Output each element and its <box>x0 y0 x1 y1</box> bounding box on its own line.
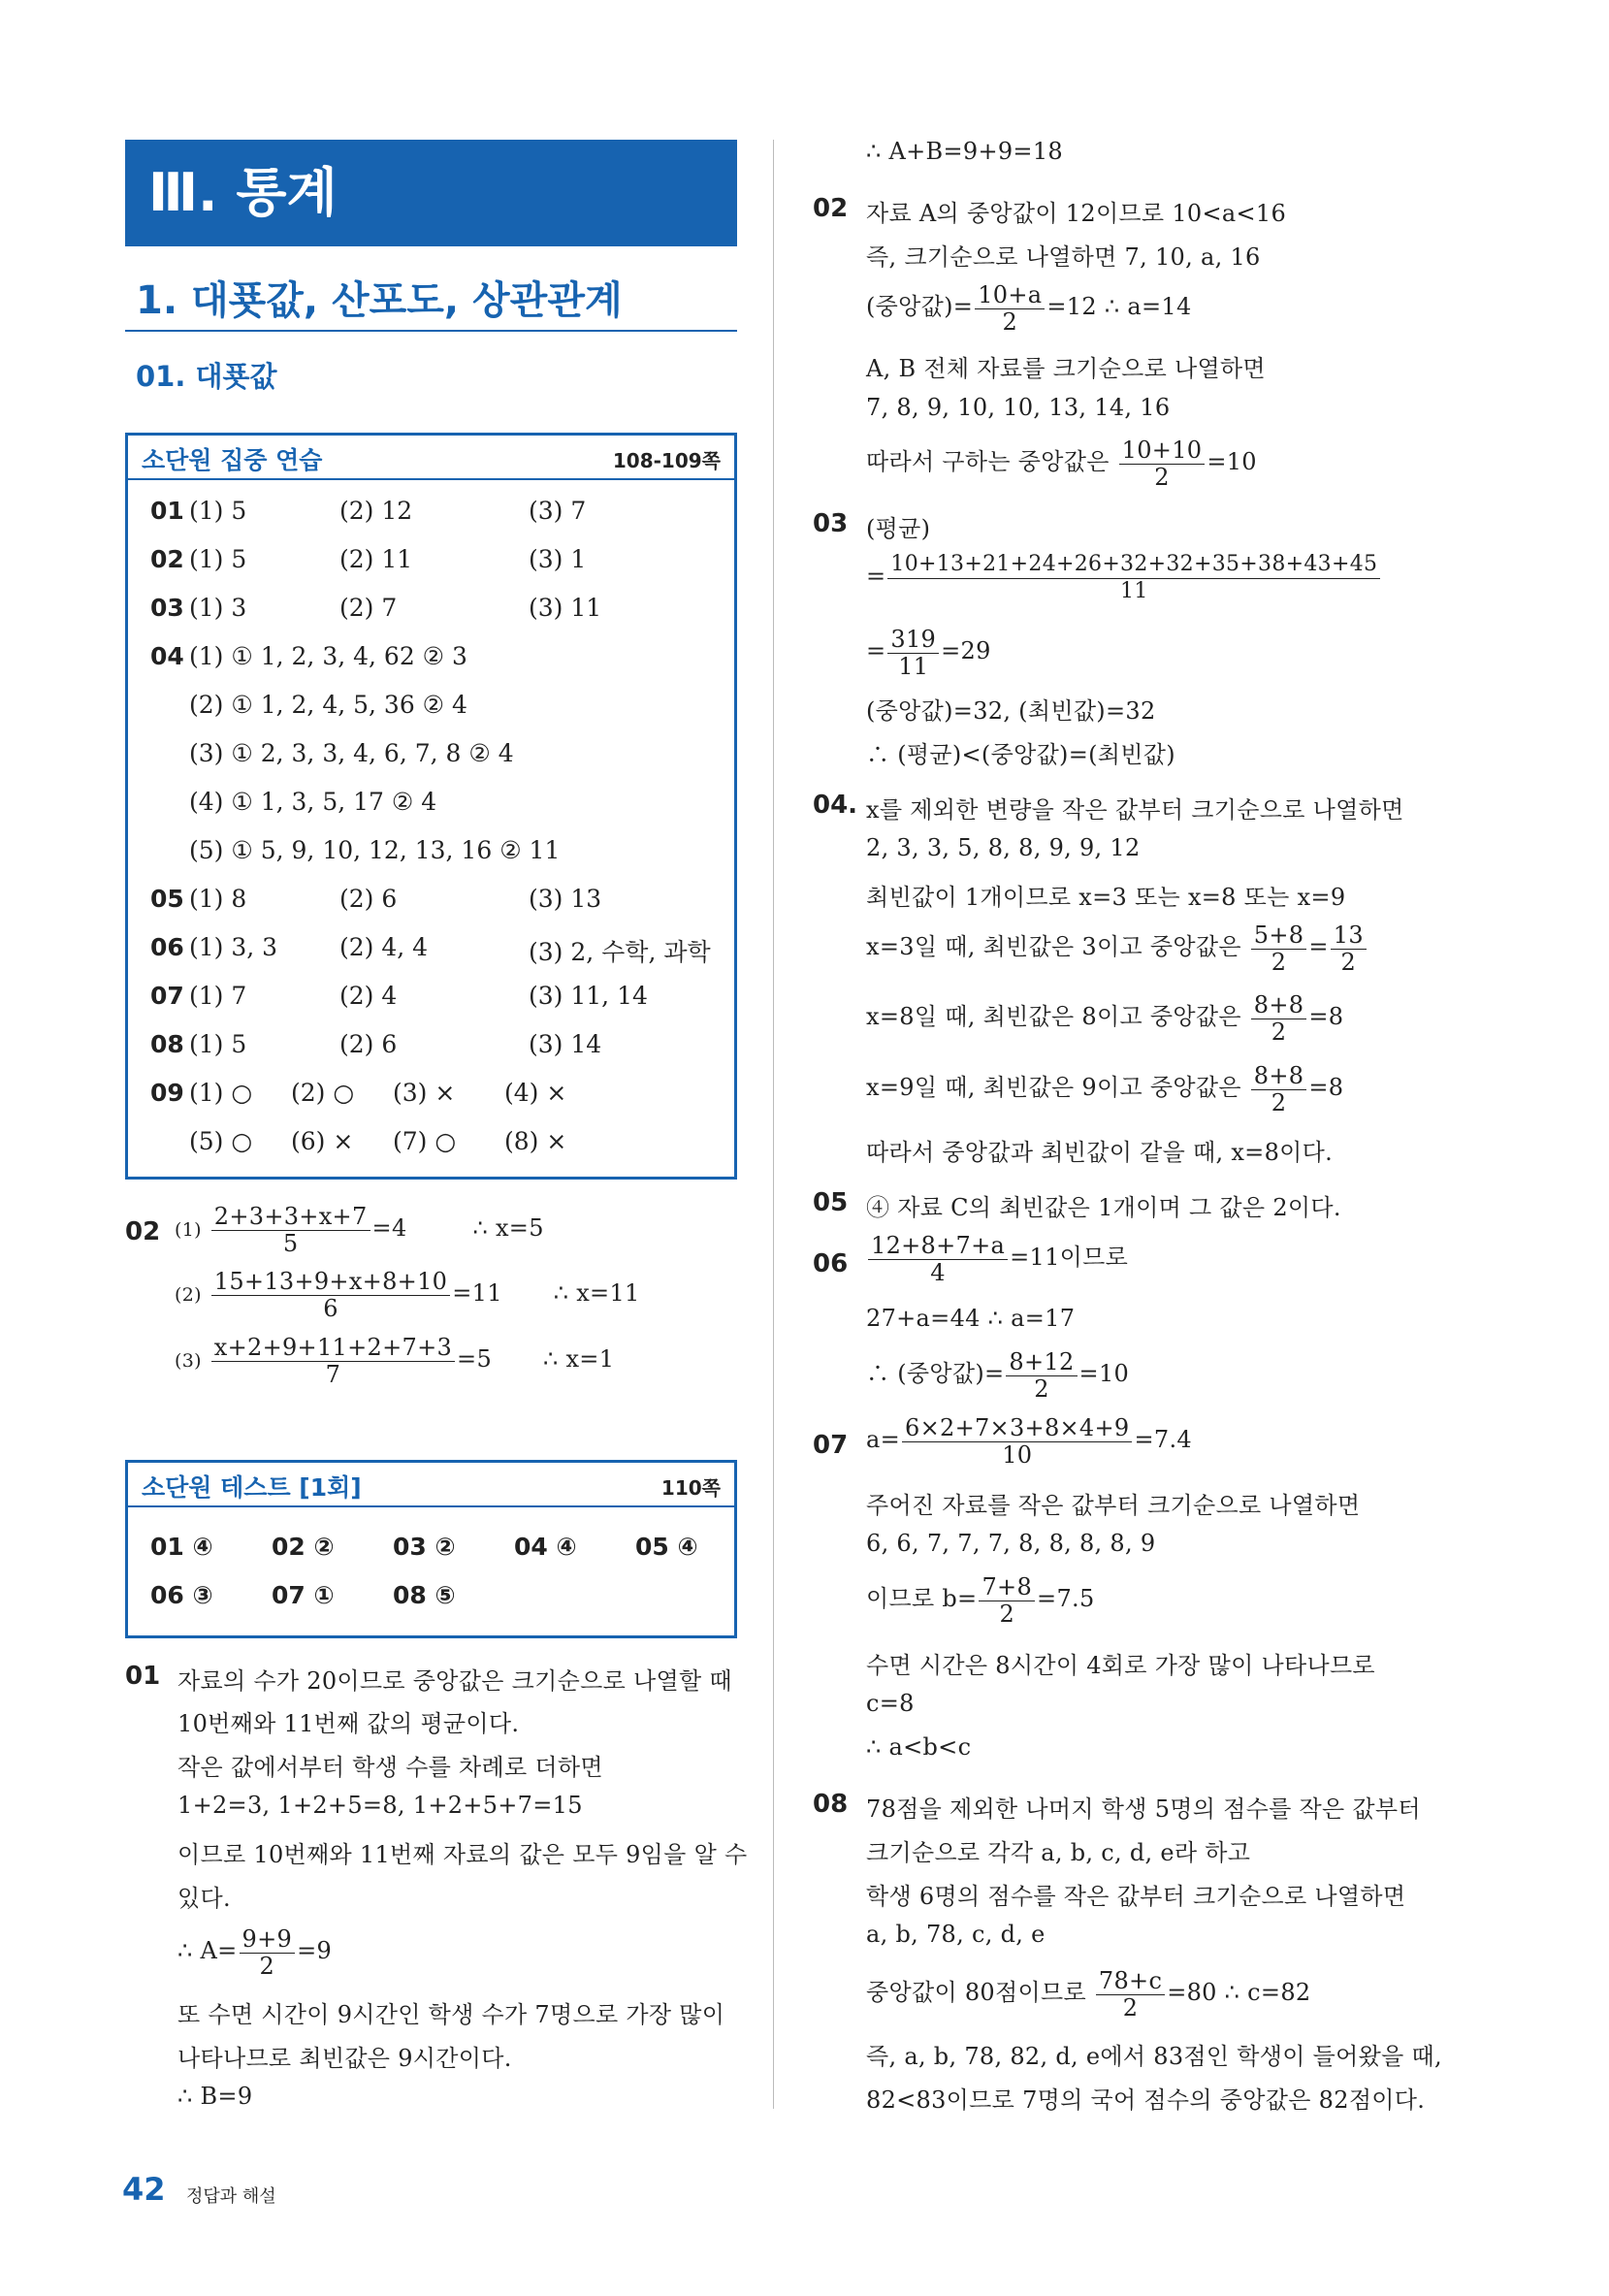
r07-line: ∴ a<b<c <box>866 1733 972 1761</box>
r04-line: x=9일 때, 최빈값은 9이고 중앙값은 $\frac{8+8}{2}$ =8 <box>866 1062 1344 1116</box>
r08-line: a, b, 78, c, d, e <box>866 1921 1046 1948</box>
section-title: 1. 대푯값, 산포도, 상관관계 <box>136 278 623 323</box>
test-answer: 05 ④ <box>635 1533 698 1561</box>
r02-line: (중앙값)= $\frac{10+a}{2}$ =12 ∴ a=14 <box>866 281 1192 336</box>
subsection-title: 01. 대푯값 <box>136 360 277 393</box>
r08-line: 즉, a, b, 78, 82, d, e에서 83점인 학생이 들어왔을 때, <box>866 2043 1442 2070</box>
r08-line: 중앙값이 80점이므로 $\frac{78+c}{2}$ =80 ∴ c=82 <box>866 1967 1311 2021</box>
r06-line: ∴ (중앙값)= $\frac{8+12}{2}$ =10 <box>866 1348 1130 1403</box>
q01-line: 자료의 수가 20이므로 중앙값은 크기순으로 나열할 때 <box>177 1667 732 1695</box>
practice-answer: (2) ○ <box>291 1079 355 1107</box>
r02-line: 자료 A의 중앙값이 12이므로 10<a<16 <box>866 200 1287 227</box>
r08-line: 82<83이므로 7명의 국어 점수의 중앙값은 82점이다. <box>866 2086 1426 2114</box>
r02-line: A, B 전체 자료를 크기순으로 나열하면 <box>866 355 1266 382</box>
practice-answer: (8) × <box>504 1127 567 1155</box>
box-title: 소단원 테스트 [1회] <box>142 1473 362 1502</box>
practice-answer: (1) 5 <box>189 545 247 573</box>
q01-line: 나타나므로 최빈값은 9시간이다. <box>177 2045 512 2072</box>
practice-answer: (1) 5 <box>189 497 247 525</box>
practice-answer: (1) 3, 3 <box>189 933 278 961</box>
q01-line: 이므로 10번째와 11번째 자료의 값은 모두 9임을 알 수 <box>177 1841 748 1868</box>
practice-question-number: 09 <box>150 1079 184 1107</box>
q02-number: 02 <box>125 1217 161 1246</box>
box-header <box>128 436 734 480</box>
practice-answer: (2) ① 1, 2, 4, 5, 36 ② 4 <box>189 691 467 719</box>
test-answer: 06 ③ <box>150 1581 213 1609</box>
practice-answer: (1) ○ <box>189 1079 253 1107</box>
practice-answer: (6) × <box>291 1127 354 1155</box>
q02-part1: (1) $\frac{2+3+3+x+7}{5}$ =4 ∴ x=5 <box>175 1203 544 1257</box>
footer-label: 정답과 해설 <box>186 2186 276 2207</box>
practice-answer: (1) 7 <box>189 982 247 1010</box>
test-answer: 01 ④ <box>150 1533 213 1561</box>
box-page-range: 110쪽 <box>660 1476 721 1500</box>
r03-line: ∴ (평균)<(중앙값)=(최빈값) <box>866 741 1175 768</box>
q01-number: 01 <box>125 1662 161 1691</box>
practice-answer: (1) 5 <box>189 1030 247 1058</box>
r04-number: 04. <box>813 791 858 820</box>
r08-number: 08 <box>813 1790 849 1819</box>
r03-number: 03 <box>813 509 849 538</box>
r07-line: 6, 6, 7, 7, 7, 8, 8, 8, 8, 9 <box>866 1530 1156 1557</box>
test-answer: 04 ④ <box>514 1533 577 1561</box>
practice-answer: (7) ○ <box>393 1127 457 1155</box>
r07-number: 07 <box>813 1431 849 1460</box>
practice-question-number: 03 <box>150 594 184 622</box>
practice-answer: (2) 6 <box>339 885 398 913</box>
r03-line: = $\frac{319}{11}$ =29 <box>866 626 991 680</box>
r05-line: ④ 자료 C의 최빈값은 1개이며 그 값은 2이다. <box>866 1194 1341 1221</box>
r04-line: x=3일 때, 최빈값은 3이고 중앙값은 $\frac{5+8}{2}$ = $\frac{13}{2}$ <box>866 922 1368 975</box>
practice-answer: (4) × <box>504 1079 567 1107</box>
r03-line: (평균) <box>866 515 931 542</box>
r07-line: 수면 시간은 8시간이 4회로 가장 많이 나타나므로 <box>866 1652 1375 1679</box>
practice-question-number: 05 <box>150 885 184 913</box>
practice-answer: (2) 11 <box>339 545 413 573</box>
box-header <box>128 1463 734 1507</box>
practice-answer: (3) 7 <box>529 497 587 525</box>
r06-line: 27+a=44 ∴ a=17 <box>866 1305 1076 1332</box>
r03-line: (중앙값)=32, (최빈값)=32 <box>866 697 1156 725</box>
r04-line: x=8일 때, 최빈값은 8이고 중앙값은 $\frac{8+8}{2}$ =8 <box>866 991 1344 1046</box>
test-answer: 03 ② <box>393 1533 456 1561</box>
practice-question-number: 07 <box>150 982 184 1010</box>
chapter-title: Ⅲ. 통계 <box>125 140 737 246</box>
q01-line: 또 수면 시간이 9시간인 학생 수가 7명으로 가장 많이 <box>177 2001 725 2028</box>
q01-line: 10번째와 11번째 값의 평균이다. <box>177 1710 520 1737</box>
practice-answer: (1) ① 1, 2, 3, 4, 62 ② 3 <box>189 642 467 670</box>
r03-line: = $\frac{10+13+21+24+26+32+32+35+38+43+45}{11}$ <box>866 551 1382 604</box>
column-divider <box>773 140 774 2109</box>
practice-answer: (3) × <box>393 1079 456 1107</box>
r04-line: 따라서 중앙값과 최빈값이 같을 때, x=8이다. <box>866 1139 1334 1166</box>
test-answer: 07 ① <box>272 1581 335 1609</box>
practice-answer: (1) 8 <box>189 885 247 913</box>
practice-answer: (3) 11, 14 <box>529 982 648 1010</box>
box-title: 소단원 집중 연습 <box>142 446 323 474</box>
r08-line: 크기순으로 각각 a, b, c, d, e라 하고 <box>866 1839 1251 1866</box>
q02-part3: (3) $\frac{x+2+9+11+2+7+3}{7}$ =5 ∴ x=1 <box>175 1334 615 1388</box>
r08-line: 학생 6명의 점수를 작은 값부터 크기순으로 나열하면 <box>866 1883 1406 1910</box>
r02-line: 7, 8, 9, 10, 10, 13, 14, 16 <box>866 394 1171 421</box>
r07-line: a= $\frac{6\times 2+7\times 3+8\times 4+9}{10}$ =7.4 <box>866 1414 1192 1469</box>
practice-answer: (3) 14 <box>529 1030 602 1058</box>
r02-number: 02 <box>813 194 849 223</box>
practice-answer: (3) ① 2, 3, 3, 4, 6, 7, 8 ② 4 <box>189 739 514 767</box>
r07-line: 주어진 자료를 작은 값부터 크기순으로 나열하면 <box>866 1492 1361 1519</box>
practice-answer: (2) 7 <box>339 594 398 622</box>
r04-line: 최빈값이 1개이므로 x=3 또는 x=8 또는 x=9 <box>866 884 1346 911</box>
q01-line: ∴ A= $\frac{9+9}{2}$ =9 <box>177 1925 333 1980</box>
r07-line: 이므로 b= $\frac{7+8}{2}$ =7.5 <box>866 1573 1095 1628</box>
practice-answer: (1) 3 <box>189 594 247 622</box>
q01-line: ∴ B=9 <box>177 2083 253 2110</box>
q01-line: ∴ A+B=9+9=18 <box>866 138 1063 165</box>
r06-line: $\frac{12+8+7+a}{4}$ =11이므로 <box>866 1232 1128 1285</box>
practice-answer: (5) ○ <box>189 1127 253 1155</box>
practice-question-number: 08 <box>150 1030 184 1058</box>
section-divider <box>125 330 737 332</box>
practice-answer: (4) ① 1, 3, 5, 17 ② 4 <box>189 788 437 816</box>
test-answer: 02 ② <box>272 1533 335 1561</box>
test-answer: 08 ⑤ <box>393 1581 456 1609</box>
practice-answer: (2) 6 <box>339 1030 398 1058</box>
practice-answer: (3) 1 <box>529 545 587 573</box>
r04-line: 2, 3, 3, 5, 8, 8, 9, 9, 12 <box>866 834 1141 861</box>
practice-answer: (5) ① 5, 9, 10, 12, 13, 16 ② 11 <box>189 836 561 864</box>
page-number: 42 <box>122 2171 166 2208</box>
practice-answer: (2) 4, 4 <box>339 933 429 961</box>
r04-line: x를 제외한 변량을 작은 값부터 크기순으로 나열하면 <box>866 796 1404 824</box>
practice-question-number: 02 <box>150 545 184 573</box>
practice-question-number: 01 <box>150 497 184 525</box>
practice-answer: (3) 11 <box>529 594 602 622</box>
practice-question-number: 06 <box>150 933 184 961</box>
r02-line: 즉, 크기순으로 나열하면 7, 10, a, 16 <box>866 243 1261 271</box>
q01-line: 1+2=3, 1+2+5=8, 1+2+5+7=15 <box>177 1792 583 1819</box>
practice-answer: (3) 13 <box>529 885 602 913</box>
q01-line: 있다. <box>177 1885 231 1912</box>
practice-answer: (3) 2, 수학, 과학 <box>529 938 711 966</box>
practice-answer: (2) 12 <box>339 497 413 525</box>
r07-line: c=8 <box>866 1690 915 1717</box>
r06-number: 06 <box>813 1249 849 1278</box>
q01-line: 작은 값에서부터 학생 수를 차례로 더하면 <box>177 1754 603 1781</box>
q02-part2: (2) $\frac{15+13+9+x+8+10}{6}$ =11 ∴ x=11 <box>175 1268 640 1322</box>
r02-line: 따라서 구하는 중앙값은 $\frac{10+10}{2}$ =10 <box>866 437 1257 491</box>
practice-question-number: 04 <box>150 642 184 670</box>
r05-number: 05 <box>813 1188 849 1217</box>
practice-answer: (2) 4 <box>339 982 398 1010</box>
box-page-range: 108-109쪽 <box>612 449 721 472</box>
r08-line: 78점을 제외한 나머지 학생 5명의 점수를 작은 값부터 <box>866 1795 1421 1823</box>
